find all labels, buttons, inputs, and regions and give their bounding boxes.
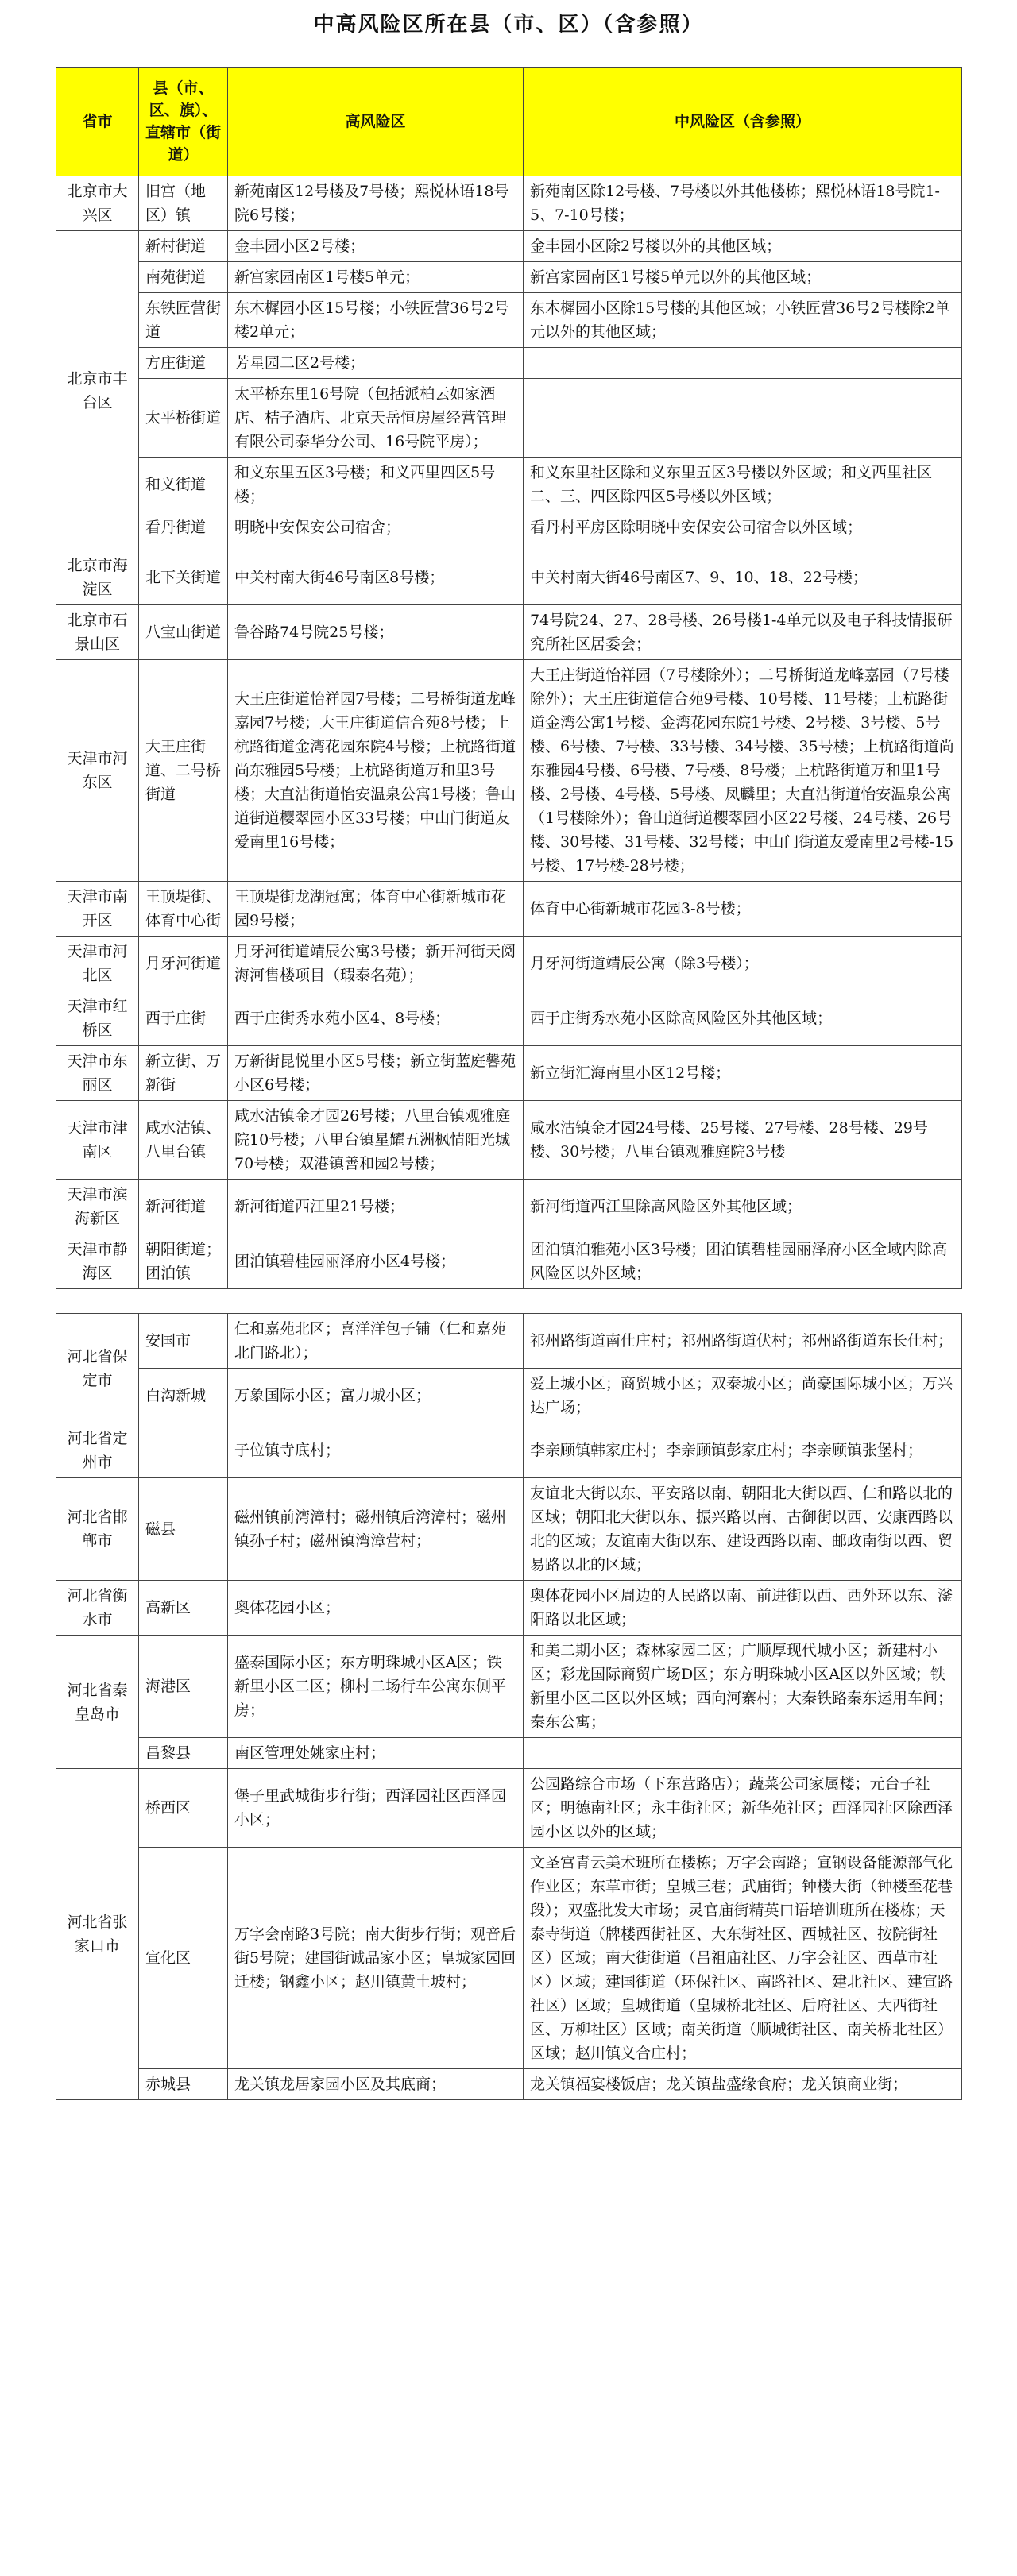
mid-risk-cell: 奥体花园小区周边的人民路以南、前进街以西、西外环以东、滏阳路以北区域； (524, 1581, 962, 1636)
mid-risk-cell: 新河街道西江里除高风险区外其他区域； (524, 1180, 962, 1234)
table-row (56, 1478, 962, 1581)
county-cell (139, 543, 228, 550)
high-risk-cell: 万字会南路3号院；南大街步行街；观音后街5号院；建国街诚品家小区；皇城家园回迁楼；钢鑫小区；赵川镇黄土坡村； (228, 1848, 524, 2069)
province-cell: 北京市丰台区 (56, 231, 139, 550)
table-row (56, 512, 962, 543)
county-cell: 新立街、万新街 (139, 1046, 228, 1101)
county-cell: 看丹街道 (139, 512, 228, 543)
province-cell: 天津市静海区 (56, 1234, 139, 1289)
province-cell: 河北省张家口市 (56, 1769, 139, 2100)
table-row (56, 1180, 962, 1234)
county-cell: 高新区 (139, 1581, 228, 1636)
high-risk-cell: 鲁谷路74号院25号楼； (228, 605, 524, 660)
mid-risk-cell: 爱上城小区；商贸城小区；双泰城小区；尚豪国际城小区；万兴达广场； (524, 1369, 962, 1423)
county-cell: 西于庄街 (139, 991, 228, 1046)
high-risk-cell: 子位镇寺底村； (228, 1423, 524, 1478)
mid-risk-cell: 西于庄街秀水苑小区除高风险区外其他区域； (524, 991, 962, 1046)
header-mid-risk: 中风险区（含参照） (524, 68, 962, 176)
county-cell: 新河街道 (139, 1180, 228, 1234)
table-row (56, 1848, 962, 2069)
risk-area-table (56, 67, 962, 2100)
province-cell: 河北省衡水市 (56, 1581, 139, 1636)
mid-risk-cell: 和义东里社区除和义东里五区3号楼以外区域；和义西里社区二、三、四区除四区5号楼以外区域； (524, 458, 962, 512)
table-gap-cell (56, 1289, 962, 1314)
mid-risk-cell: 文圣宫青云美术班所在楼栋；万字会南路；宣钢设备能源部气化作业区；东草市街；皇城三巷；武庙街；钟楼大街（钟楼至花巷段）；双盛批发大市场；灵官庙街精英口语培训班所在楼栋；天泰寺街道（牌楼西街社区、大东街社区、西城社区、按院街社区）区域；南大街街道（吕祖庙社区、万字会社区、西草市社区）区域；建国街道（环保社区、南路社区、建北社区、建宣路社区）区域；皇城街道（皇城桥北社区、后府社区、大西街社区、万柳社区）区域；南关街道（顺城街社区、南关桥北社区）区域；赵川镇义合庄村； (524, 1848, 962, 2069)
table-header-row (56, 68, 962, 176)
county-cell: 太平桥街道 (139, 379, 228, 458)
table-row (56, 1769, 962, 1848)
mid-risk-cell (524, 543, 962, 550)
table-row (56, 348, 962, 379)
mid-risk-cell: 新苑南区除12号楼、7号楼以外其他楼栋；熙悦林语18号院1-5、7-10号楼； (524, 176, 962, 231)
high-risk-cell: 万新街昆悦里小区5号楼；新立街蓝庭馨苑小区6号楼； (228, 1046, 524, 1101)
county-cell: 宣化区 (139, 1848, 228, 2069)
county-cell: 新村街道 (139, 231, 228, 262)
table-row (56, 176, 962, 231)
table-row (56, 1314, 962, 1369)
table-row (56, 605, 962, 660)
county-cell: 白沟新城 (139, 1369, 228, 1423)
mid-risk-cell: 新宫家园南区1号楼5单元以外的其他区域； (524, 262, 962, 293)
province-cell: 河北省秦皇岛市 (56, 1636, 139, 1769)
table-row (56, 1234, 962, 1289)
mid-risk-cell: 友谊北大街以东、平安路以南、朝阳北大街以西、仁和路以北的区域；朝阳北大街以东、振兴路以南、古御街以西、安康西路以北的区域；友谊南大街以东、建设西路以南、邮政南街以西、贸易路以北的区域； (524, 1478, 962, 1581)
high-risk-cell: 太平桥东里16号院（包括派柏云如家酒店、桔子酒店、北京天岳恒房屋经营管理有限公司泰华分公司、16号院平房）； (228, 379, 524, 458)
county-cell: 旧宫（地区）镇 (139, 176, 228, 231)
mid-risk-cell: 新立街汇海南里小区12号楼； (524, 1046, 962, 1101)
province-cell: 天津市河北区 (56, 937, 139, 991)
county-cell: 大王庄街道、二号桥街道 (139, 660, 228, 882)
high-risk-cell: 明晓中安保安公司宿舍； (228, 512, 524, 543)
high-risk-cell: 磁州镇前湾漳村；磁州镇后湾漳村；磁州镇孙子村；磁州镇湾漳营村； (228, 1478, 524, 1581)
high-risk-cell: 新苑南区12号楼及7号楼；熙悦林语18号院6号楼； (228, 176, 524, 231)
table-body (56, 176, 962, 2100)
province-cell: 河北省保定市 (56, 1314, 139, 1423)
table-row (56, 1636, 962, 1738)
province-cell: 北京市大兴区 (56, 176, 139, 231)
county-cell: 昌黎县 (139, 1738, 228, 1769)
mid-risk-cell: 金丰园小区除2号楼以外的其他区域； (524, 231, 962, 262)
table-row (56, 1738, 962, 1769)
header-province: 省市 (56, 68, 139, 176)
mid-risk-cell: 74号院24、27、28号楼、26号楼1-4单元以及电子科技情报研究所社区居委会； (524, 605, 962, 660)
high-risk-cell: 奥体花园小区； (228, 1581, 524, 1636)
table-row (56, 991, 962, 1046)
header-county: 县（市、区、旗）、直辖市（街道） (139, 68, 228, 176)
high-risk-cell: 堡子里武城街步行街；西泽园社区西泽园小区； (228, 1769, 524, 1848)
mid-risk-cell (524, 1738, 962, 1769)
high-risk-cell: 南区管理处姚家庄村； (228, 1738, 524, 1769)
county-cell (139, 1423, 228, 1478)
high-risk-cell: 和义东里五区3号楼；和义西里四区5号楼； (228, 458, 524, 512)
mid-risk-cell: 大王庄街道怡祥园（7号楼除外）；二号桥街道龙峰嘉园（7号楼除外）；大王庄街道信合苑9号楼、10号楼、11号楼；上杭路街道金湾公寓1号楼、金湾花园东院1号楼、2号楼、3号楼、5号楼、6号楼、7号楼、33号楼、34号楼、35号楼；上杭路街道尚东雅园4号楼、6号楼、7号楼、8号楼；上杭路街道万和里1号楼、2号楼、4号楼、5号楼、凤麟里；大直沽街道怡安温泉公寓（1号楼除外）；鲁山道街道樱翠园小区22号楼、24号楼、26号楼、30号楼、31号楼、32号楼；中山门街道友爱南里2号楼-15号楼、17号楼-28号楼； (524, 660, 962, 882)
mid-risk-cell: 东木樨园小区除15号楼的其他区域；小铁匠营36号2号楼除2单元以外的其他区域； (524, 293, 962, 348)
table-row (56, 550, 962, 605)
county-cell: 咸水沽镇、八里台镇 (139, 1101, 228, 1180)
high-risk-cell: 西于庄街秀水苑小区4、8号楼； (228, 991, 524, 1046)
province-cell: 河北省定州市 (56, 1423, 139, 1478)
province-cell: 天津市东丽区 (56, 1046, 139, 1101)
table-row (56, 1423, 962, 1478)
table-row (56, 2069, 962, 2100)
table-row (56, 660, 962, 882)
mid-risk-cell: 体育中心街新城市花园3-8号楼； (524, 882, 962, 937)
high-risk-cell: 东木樨园小区15号楼；小铁匠营36号2号楼2单元； (228, 293, 524, 348)
table-row (56, 1101, 962, 1180)
county-cell: 和义街道 (139, 458, 228, 512)
table-row (56, 293, 962, 348)
county-cell: 海港区 (139, 1636, 228, 1738)
province-cell: 天津市河东区 (56, 660, 139, 882)
province-cell: 天津市南开区 (56, 882, 139, 937)
mid-risk-cell: 龙关镇福宴楼饭店；龙关镇盐盛缘食府；龙关镇商业街； (524, 2069, 962, 2100)
table-row (56, 458, 962, 512)
county-cell: 磁县 (139, 1478, 228, 1581)
high-risk-cell: 仁和嘉苑北区；喜洋洋包子铺（仁和嘉苑北门路北）； (228, 1314, 524, 1369)
table-row (56, 543, 962, 550)
table-row (56, 1581, 962, 1636)
mid-risk-cell: 和美二期小区；森林家园二区；广顺厚现代城小区；新建村小区；彩龙国际商贸广场D区；东方明珠城小区A区以外区域；铁新里小区二区以外区域；西向河寨村；大秦铁路秦东运用车间；秦东公寓； (524, 1636, 962, 1738)
high-risk-cell: 王顶堤街龙湖冠寓；体育中心街新城市花园9号楼； (228, 882, 524, 937)
high-risk-cell (228, 543, 524, 550)
county-cell: 朝阳街道；团泊镇 (139, 1234, 228, 1289)
high-risk-cell: 芳星园二区2号楼； (228, 348, 524, 379)
county-cell: 安国市 (139, 1314, 228, 1369)
high-risk-cell: 月牙河街道靖辰公寓3号楼；新开河街天阅海河售楼项目（瑕泰名苑）； (228, 937, 524, 991)
mid-risk-cell: 中关村南大街46号南区7、9、10、18、22号楼； (524, 550, 962, 605)
mid-risk-cell: 月牙河街道靖辰公寓（除3号楼）； (524, 937, 962, 991)
header-high-risk: 高风险区 (228, 68, 524, 176)
county-cell: 桥西区 (139, 1769, 228, 1848)
high-risk-cell: 盛泰国际小区；东方明珠城小区A区；铁新里小区二区；柳村二场行车公寓东侧平房； (228, 1636, 524, 1738)
high-risk-cell: 咸水沽镇金才园26号楼；八里台镇观雅庭院10号楼；八里台镇星耀五洲枫情阳光城70号楼；双港镇善和园2号楼； (228, 1101, 524, 1180)
high-risk-cell: 金丰园小区2号楼； (228, 231, 524, 262)
high-risk-cell: 大王庄街道怡祥园7号楼；二号桥街道龙峰嘉园7号楼；大王庄街道信合苑8号楼；上杭路街道金湾花园东院4号楼；上杭路街道尚东雅园5号楼；上杭路街道万和里3号楼；大直沽街道怡安温泉公寓1号楼；鲁山道街道樱翠园小区33号楼；中山门街道友爱南里16号楼； (228, 660, 524, 882)
county-cell: 东铁匠营街道 (139, 293, 228, 348)
province-cell: 天津市津南区 (56, 1101, 139, 1180)
county-cell: 王顶堤街、体育中心街 (139, 882, 228, 937)
province-cell: 天津市红桥区 (56, 991, 139, 1046)
mid-risk-cell: 公园路综合市场（下东营路店）；蔬菜公司家属楼；元台子社区；明德南社区；永丰街社区；新华苑社区；西泽园社区除西泽园小区以外的区域； (524, 1769, 962, 1848)
county-cell: 八宝山街道 (139, 605, 228, 660)
mid-risk-cell: 团泊镇泊雅苑小区3号楼；团泊镇碧桂园丽泽府小区全域内除高风险区以外区域； (524, 1234, 962, 1289)
table-row (56, 379, 962, 458)
county-cell: 月牙河街道 (139, 937, 228, 991)
county-cell: 赤城县 (139, 2069, 228, 2100)
table-row (56, 1369, 962, 1423)
table-row (56, 937, 962, 991)
mid-risk-cell: 祁州路街道南仕庄村；祁州路街道伏村；祁州路街道东长仕村； (524, 1314, 962, 1369)
province-cell: 河北省邯郸市 (56, 1478, 139, 1581)
county-cell: 方庄街道 (139, 348, 228, 379)
mid-risk-cell: 李亲顾镇韩家庄村；李亲顾镇彭家庄村；李亲顾镇张堡村； (524, 1423, 962, 1478)
mid-risk-cell: 看丹村平房区除明晓中安保安公司宿舍以外区域； (524, 512, 962, 543)
province-cell: 北京市海淀区 (56, 550, 139, 605)
high-risk-cell: 新宫家园南区1号楼5单元； (228, 262, 524, 293)
high-risk-cell: 万象国际小区；富力城小区； (228, 1369, 524, 1423)
high-risk-cell: 龙关镇龙居家园小区及其底商； (228, 2069, 524, 2100)
county-cell: 北下关街道 (139, 550, 228, 605)
high-risk-cell: 新河街道西江里21号楼； (228, 1180, 524, 1234)
table-gap (56, 1289, 962, 1314)
mid-risk-cell (524, 379, 962, 458)
table-row (56, 1046, 962, 1101)
mid-risk-cell: 咸水沽镇金才园24号楼、25号楼、27号楼、28号楼、29号楼、30号楼；八里台镇观雅庭院3号楼 (524, 1101, 962, 1180)
page-title: 中高风险区所在县（市、区）（含参照） (313, 13, 704, 37)
table-row (56, 231, 962, 262)
county-cell: 南苑街道 (139, 262, 228, 293)
high-risk-cell: 团泊镇碧桂园丽泽府小区4号楼； (228, 1234, 524, 1289)
province-cell: 北京市石景山区 (56, 605, 139, 660)
table-row (56, 882, 962, 937)
province-cell: 天津市滨海新区 (56, 1180, 139, 1234)
mid-risk-cell (524, 348, 962, 379)
high-risk-cell: 中关村南大街46号南区8号楼； (228, 550, 524, 605)
table-row (56, 262, 962, 293)
